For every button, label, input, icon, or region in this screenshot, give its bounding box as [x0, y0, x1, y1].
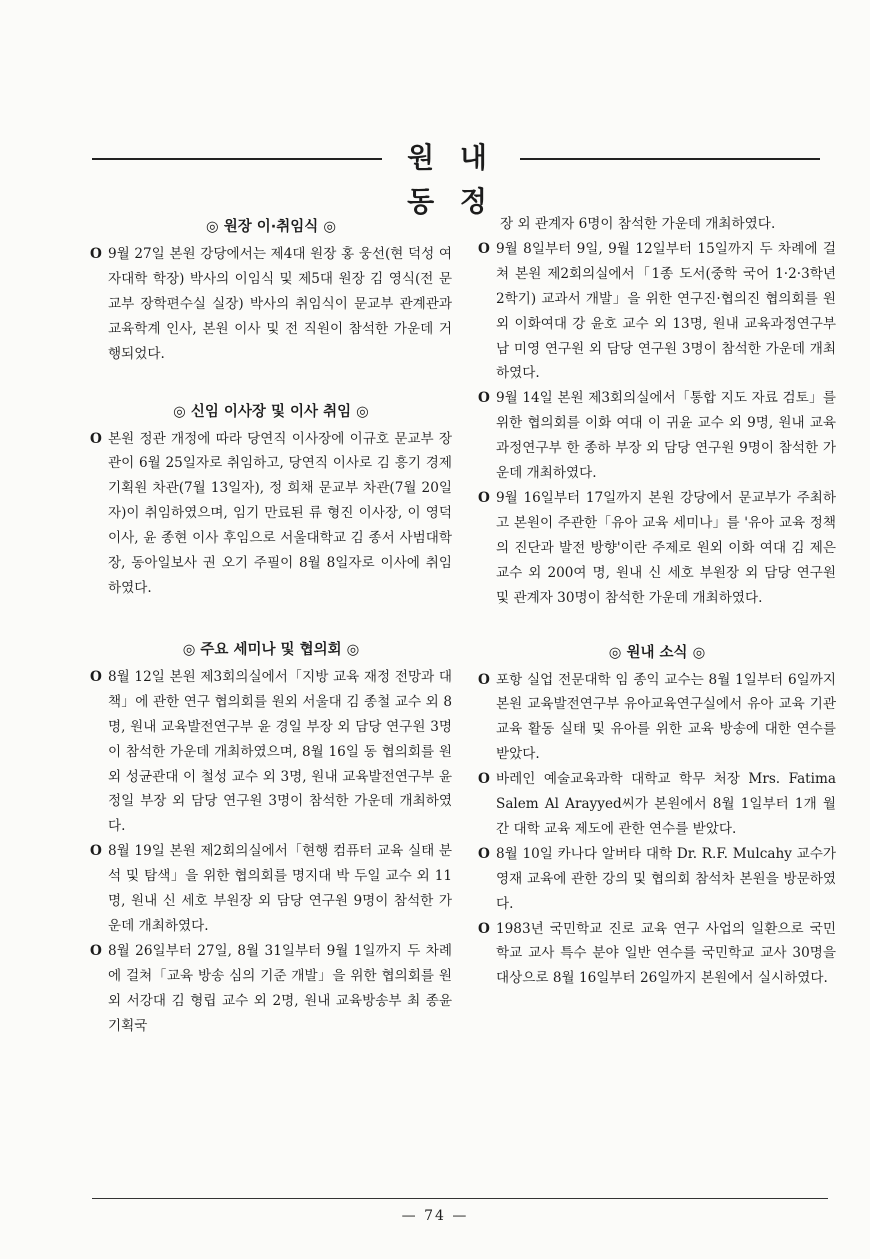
bullet-icon: O: [478, 240, 490, 257]
list-item: [90, 939, 452, 1039]
bullet-icon: O: [90, 430, 102, 447]
list-item: [478, 668, 836, 768]
footer-rule: [92, 1198, 828, 1199]
list-item: [90, 839, 452, 939]
entry-text: 9월 8일부터 9일, 9월 12일부터 15일까지 두 차례에 걸쳐 본원 제2회의실에서「1종 도서(중학 국어 1·2·3학년 2학기) 교과서 개발」을 위한 연구진·협의진 협의회를 원외 이화여대 강 윤호 교수 외 13명, 원내 교육과정연구부 남 미영 연구원 외 담당 연구원 3명이 참석한 가운데 개최하였다.: [496, 240, 836, 382]
list-item: [478, 917, 836, 992]
bullet-icon: O: [478, 671, 490, 688]
page-title: 원 내 동 정: [407, 141, 495, 218]
entry-text: 8월 12일 본원 제3회의실에서「지방 교육 재정 전망과 대책」에 관한 연구 협의회를 원외 서울대 김 종철 교수 외 8명, 원내 교육발전연구부 윤 경일 부장 외 담당 연구원 3명이 참석한 가운데 개최하였으며, 8월 16일 동 협의회를 원외 성균관대 이 철성 교수 외 3명, 원내 교육발전연구부 윤 정일 부장 외 담당 연구원 3명이 참석한 가운데 개최하였다.: [108, 668, 452, 835]
list-item: [90, 242, 452, 367]
entry-text: 9월 14일 본원 제3회의실에서「통합 지도 자료 검토」를 위한 협의회를 이화 여대 이 귀윤 교수 외 9명, 원내 교육과정연구부 한 종하 부장 외 담당 연구원 9명이 참석한 가운데 개최하였다.: [496, 390, 836, 482]
entry-text: 본원 정관 개정에 따라 당연직 이사장에 이규호 문교부 장관이 6월 25일자로 취임하고, 당연직 이사로 김 흥기 경제기획원 차관(7월 13일자), 정 희채 문교부 차관(7월 20일자)이 취임하였으며, 임기 만료된 류 형진 이사장, 이 영덕 이사, 윤 종현 이사 후임으로 서울대학교 김 종서 사범대학장, 동아일보사 권 오기 주필이 8월 8일자로 이사에 취임하였다.: [108, 430, 452, 596]
entry-text: 8월 26일부터 27일, 8월 31일부터 9월 1일까지 두 차례에 걸쳐「교육 방송 심의 기준 개발」을 위한 협의회를 원외 서강대 김 형립 교수 외 2명, 원내 교육방송부 최 종윤 기획국: [108, 942, 452, 1034]
title-rule-left: [92, 158, 382, 160]
entry-text: 8월 19일 본원 제2회의실에서「현행 컴퓨터 교육 실태 분석 및 탐색」을 위한 협의회를 명지대 박 두일 교수 외 11명, 원내 신 세호 부원장 외 담당 연구원 9명이 참석한 가운데 개최하였다.: [108, 843, 452, 934]
entry-text: 8월 10일 카나다 알버타 대학 Dr. R.F. Mulcahy 교수가 영재 교육에 관한 강의 및 협의회 참석차 본원을 방문하였다.: [496, 845, 836, 912]
list-item: [478, 386, 836, 486]
entry-text: 1983년 국민학교 진로 교육 연구 사업의 일환으로 국민학교 교사 특수 분야 일반 연수를 국민학교 교사 30명을 대상으로 8월 16일부터 26일까지 본원에서 실시하였다.: [496, 920, 836, 987]
bullet-icon: O: [90, 843, 102, 860]
section-heading-board: ◎ 신임 이사장 및 이사 취임 ◎: [173, 403, 369, 420]
title-rule-right: [520, 158, 820, 160]
list-item: [478, 486, 836, 611]
continued-text: 장 외 관계자 6명이 참석한 가운데 개최하였다.: [500, 216, 776, 232]
bullet-icon: O: [90, 668, 102, 685]
left-column: [90, 212, 452, 1038]
entry-text: 9월 27일 본원 강당에서는 제4대 원장 홍 웅선(현 덕성 여자대학 학장) 박사의 이임식 및 제5대 원장 김 영식(전 문교부 장학편수실 실장) 박사의 취임식이 문교부 관계관과 교육학계 인사, 본원 이사 및 전 직원이 참석한 가운데 거행되었다.: [108, 246, 452, 362]
entry-text: 포항 실업 전문대학 임 종익 교수는 8월 1일부터 6일까지 본원 교육발전연구부 유아교육연구실에서 유아 교육 기관 교육 활동 실태 및 유아를 위한 교육 방송에 대한 연수를 받았다.: [496, 671, 836, 763]
bullet-icon: O: [478, 771, 490, 788]
page-number: — 74 —: [401, 1208, 469, 1224]
bullet-icon: O: [90, 246, 102, 262]
list-item: [90, 665, 452, 839]
list-item: [90, 427, 452, 601]
bullet-icon: O: [478, 390, 490, 407]
section-heading-seminars: ◎ 주요 세미나 및 협의회 ◎: [182, 641, 360, 658]
entry-text: 바레인 예술교육과학 대학교 학무 처장 Mrs. Fatima Salem Al Arayyed씨가 본원에서 8월 1일부터 1개 월간 대학 교육 제도에 관한 연수를 받았다.: [496, 771, 836, 837]
list-item: [478, 767, 836, 842]
list-item: [478, 237, 836, 386]
bullet-icon: O: [478, 489, 490, 506]
bullet-icon: O: [478, 920, 490, 937]
entry-text: 9월 16일부터 17일까지 본원 강당에서 문교부가 주최하고 본원이 주관한「유아 교육 세미나」를 '유아 교육 정책의 진단과 발전 방향'이란 주제로 원외 이화 여대 김 제은 교수 외 200여 명, 원내 신 세호 부원장 외 담당 연구원 및 관계자 30명이 참석한 가운데 개최하였다.: [496, 489, 836, 606]
bullet-icon: O: [90, 942, 102, 959]
bullet-icon: O: [478, 845, 490, 862]
list-item: [478, 842, 836, 917]
section-heading-news: ◎ 원내 소식 ◎: [608, 644, 706, 661]
page-title-block: [0, 136, 870, 218]
right-column: [478, 212, 836, 991]
section-heading-inauguration: ◎ 원장 이·취임식 ◎: [206, 219, 336, 235]
